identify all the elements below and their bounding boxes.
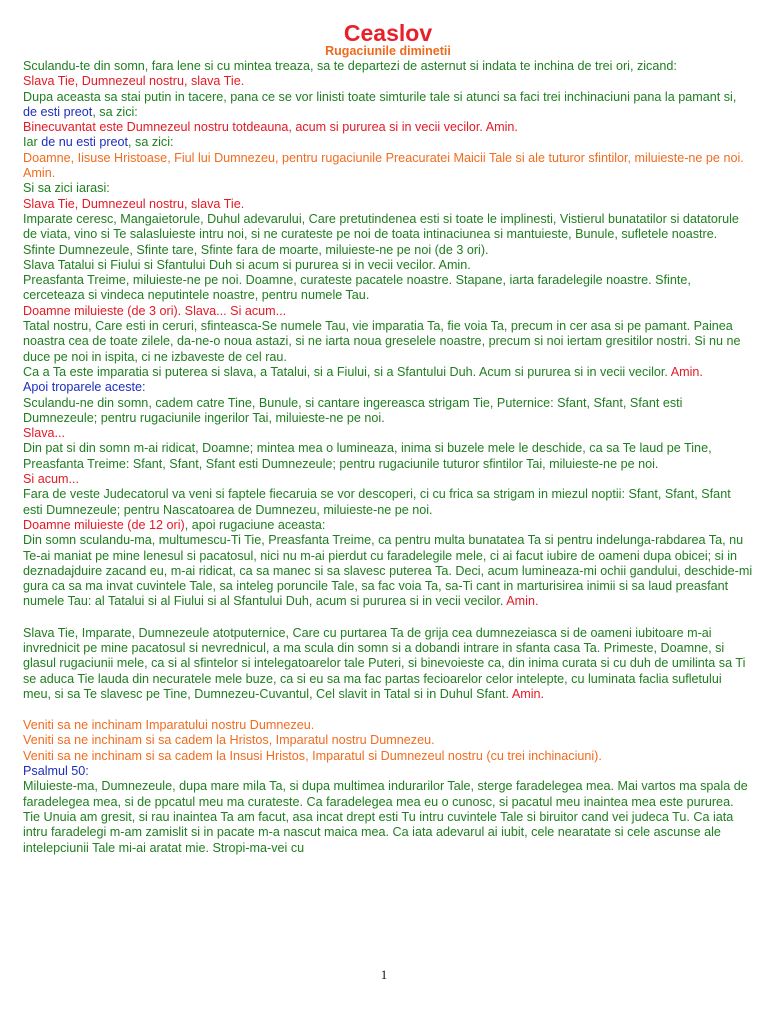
instruction-paragraph: Sculandu-te din somn, fara lene si cu mintea treaza, sa te departezi de asternut si indata te inchina de trei ori, zicand: bbox=[23, 59, 677, 73]
section-heading: Psalmul 50: bbox=[23, 764, 89, 779]
prayer-paragraph bbox=[23, 533, 753, 609]
prayer-paragraph: Tatal nostru, Care esti in ceruri, sfinteasca-Se numele Tau, vie imparatia Ta, fie voia Ta, precum in cer asa si pe pamant. Painea noastra cea de toate zilele, da-ne-o noua astazi, si ne iarta noua greselele noastre, precum si noi iertam gresitilor nostri. Si nu ne duce pe noi in ispita, ci ne izbaveste de cel rau. bbox=[23, 319, 741, 364]
prayer-paragraph: Imparate ceresc, Mangaietorule, Duhul adevarului, Care pretutindenea esti si toate le implinesti, Vistierul bunatatilor si datatorule de viata, vino si Te salasluieste intru noi, si ne curateste pe noi de toata intinaciunea si mantuieste, Bunule, sufletele noastre. bbox=[23, 211, 739, 242]
prayer-paragraph: Miluieste-ma, Dumnezeule, dupa mare mila Ta, si dupa multimea indurarilor Tale, sterge faradelegea mea. Mai vartos ma spala de faradelegea mea, si de ppcatul meu ma curateste. Ca faradelegea mea eu o cunosc, si pacatul meu inaintea mea este pururea. Tie Unuia am gresit, si rau inaintea Ta am facut, asa incat drept esti Tu intru cuvintele Tale si biruitor cand vei judeca Tu. Ca iata intru faradelegi m-am zamislit si in pacate m-a nascut maica mea. Ca iata adevarul ai iubit, cele nearatate si cele ascunse ale intelepciunii Tale mi-ai aratat mie. Stropi-ma-vei cu bbox=[23, 779, 748, 855]
page-number: 1 bbox=[380, 967, 388, 982]
prayer-text: Din somn sculandu-ma, multumescu-Ti Tie, Preasfanta Treime, ca pentru multa bunatatea Ta si pentru indelunga-rabdarea Ta, nu Te-ai maniat pe mine lenesul si pacatosul, nici nu m-ai pierdut cu faradelegile mele, ci ai facut iubire de oameni dupa obicei; si in deznadajduire zacand eu, m-ai ridicat, ca sa manec si sa slavesc puterea Ta. Deci, acum lumineaza-mi ochii gandului, deschide-mi gura ca sa ma invat cuvintele Tale, sa inteleg poruncile Tale, sa fac voia Ta, sa-Ti cant in marturisirea inimii si sa laud preasfant numele Tau: al Tatalui si al Fiului si al Sfantului Duh, acum si pururea si in vecii vecilor. bbox=[23, 533, 753, 609]
amen-word: Amin. bbox=[506, 594, 539, 609]
instruction-text: Iar bbox=[23, 135, 38, 150]
instruction-paragraph bbox=[23, 90, 753, 121]
section-heading: Apoi troparele aceste: bbox=[23, 380, 146, 395]
instruction-text: Dupa aceasta sa stai putin in tacere, pana ce se vor linisti toate simturile tale si atunci sa faci trei inchinaciuni pana la pamant si, bbox=[23, 89, 737, 104]
prayer-line: Veniti sa ne inchinam Imparatului nostru Dumnezeu. bbox=[23, 718, 315, 733]
prayer-paragraph bbox=[23, 365, 753, 380]
page-title: Ceaslov bbox=[343, 20, 433, 46]
instruction-paragraph bbox=[23, 135, 753, 150]
prayer-line: Doamne miluieste (de 3 ori). Slava... Si acum... bbox=[23, 303, 287, 318]
page-subtitle: Rugaciunile diminetii bbox=[325, 44, 451, 58]
prayer-line: Slava... bbox=[23, 426, 65, 441]
instruction-text: , sa zici: bbox=[92, 104, 138, 119]
paragraph-gap bbox=[23, 610, 753, 626]
document-body bbox=[23, 59, 753, 856]
document-page bbox=[23, 22, 753, 856]
prayer-text: Doamne miluieste (de 12 ori) bbox=[23, 517, 185, 532]
prayer-line: Binecuvantat este Dumnezeul nostru totdeauna, acum si pururea si in vecii vecilor. Amin. bbox=[23, 120, 518, 135]
prayer-text: Slava Tie, Imparate, Dumnezeule atotputernice, Care cu purtarea Ta de grija cea dumnezeiasca si de oameni iubitoare m-ai invrednicit pe mine pacatosul si nevrednicul, a ma scula din somn si a dobandi intrare in sfanta casa Ta. Primeste, Doamne, si glasul rugaciunii mele, ca si al sfintelor si intelegatoarelor tale Puteri, si binevoieste ca, din inima curata si cu duh de umilinta sa Ti se aduca Tie lauda din necuratele mele buze, ca si eu sa ma fac partas fecioarelor celor intelepte, cu luminata faclia sufletului meu, si sa Te slavesc pe Tine, Dumnezeu-Cuvantul, Cel slavit in Tatal si in Duhul Sfant. bbox=[23, 625, 746, 701]
prayer-line: Si acum... bbox=[23, 472, 79, 487]
prayer-line: Slava Tie, Dumnezeul nostru, slava Tie. bbox=[23, 74, 245, 89]
prayer-text: Ca a Ta este imparatia si puterea si slava, a Tatalui, si a Fiului, si a Sfantului Duh. Acum si pururea si in vecii vecilor. bbox=[23, 364, 668, 379]
amen-word: Amin. bbox=[670, 364, 703, 379]
prayer-paragraph: Doamne, Iisuse Hristoase, Fiul lui Dumnezeu, pentru rugaciunile Preacuratei Maicii Tale si ale tuturor sfintilor, miluieste-ne pe noi. Amin. bbox=[23, 150, 744, 181]
amen-word: Amin. bbox=[511, 686, 545, 701]
prayer-paragraph: Fara de veste Judecatorul va veni si faptele fiecaruia se vor descoperi, ci cu frica sa strigam in miezul noptii: Sfant, Sfant, Sfant esti Dumnezeule; pentru Nascatoarea de Dumnezeu, miluieste-ne pe noi. bbox=[23, 487, 731, 517]
prayer-paragraph: Slava Tatalui si Fiului si Sfantului Duh si acum si pururea si in vecii vecilor. Amin. bbox=[23, 257, 471, 272]
prayer-paragraph: Din pat si din somn m-ai ridicat, Doamne; mintea mea o lumineaza, inima si buzele mele le deschide, ca sa Te laud pe Tine, Preasfanta Treime: Sfant, Sfant, Sfant esti Dumnezeule; pentru rugaciunile tuturor sfintilor Tai, miluieste-ne pe noi. bbox=[23, 441, 712, 471]
priest-condition: de esti preot bbox=[23, 104, 93, 119]
prayer-paragraph bbox=[23, 626, 753, 702]
instruction-text: , sa zici: bbox=[128, 135, 174, 150]
instruction-paragraph bbox=[23, 518, 753, 533]
instruction-text: , apoi rugaciune aceasta: bbox=[184, 517, 326, 532]
prayer-paragraph: Sculandu-ne din somn, cadem catre Tine, Bunule, si cantare ingereasca strigam Tie, Puternice: Sfant, Sfant, Sfant esti Dumnezeule; pentru rugaciunile ingerilor Tai, miluieste-ne pe noi. bbox=[23, 395, 683, 425]
prayer-paragraph: Preasfanta Treime, miluieste-ne pe noi. Doamne, curateste pacatele noastre. Stapane, iarta faradelegile noastre. Sfinte, cerceteaza si vindeca neputintele noastre, pentru numele Tau. bbox=[23, 273, 691, 303]
prayer-paragraph: Sfinte Dumnezeule, Sfinte tare, Sfinte fara de moarte, miluieste-ne pe noi (de 3 ori). bbox=[23, 242, 489, 257]
priest-condition: de nu esti preot bbox=[41, 135, 129, 150]
prayer-line: Slava Tie, Dumnezeul nostru, slava Tie. bbox=[23, 196, 245, 211]
prayer-line: Veniti sa ne inchinam si sa cadem la Hristos, Imparatul nostru Dumnezeu. bbox=[23, 733, 435, 748]
prayer-line: Veniti sa ne inchinam si sa cadem la Insusi Hristos, Imparatul si Dumnezeul nostru (cu trei inchinaciuni). bbox=[23, 748, 602, 763]
paragraph-gap bbox=[23, 702, 753, 718]
instruction-paragraph: Si sa zici iarasi: bbox=[23, 181, 110, 196]
